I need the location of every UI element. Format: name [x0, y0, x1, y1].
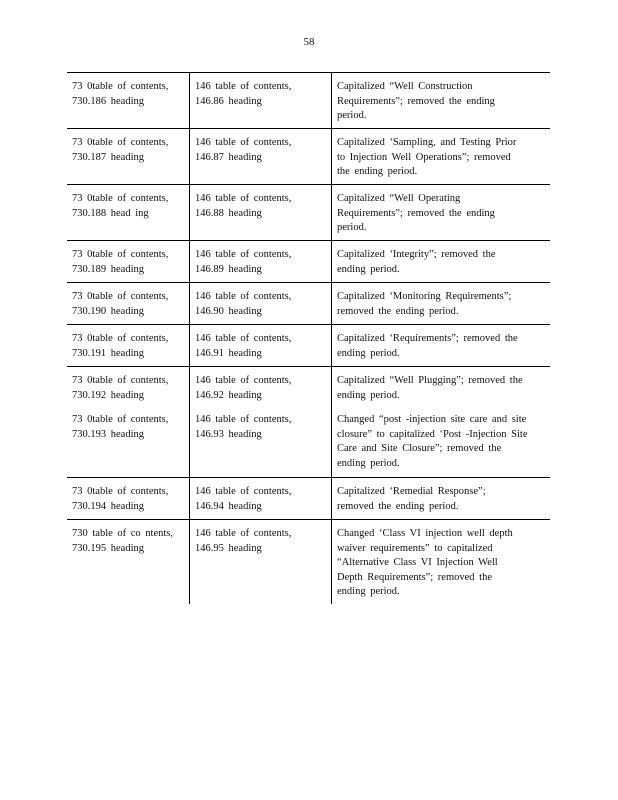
table-row	[67, 478, 550, 520]
table-row	[67, 185, 550, 241]
table-row	[67, 325, 550, 367]
new-section-cell: 146 table of contents, 146.87 heading	[190, 129, 332, 184]
old-section-cell: 730 table of co ntents, 730.195 heading	[67, 520, 190, 604]
new-section-cell: 146 table of contents, 146.91 heading	[190, 325, 332, 366]
old-section-cell: 73 0table of contents, 730.186 heading	[67, 73, 190, 128]
table-row	[67, 406, 550, 478]
new-section-cell: 146 table of contents, 146.93 heading	[190, 406, 332, 477]
new-section-cell: 146 table of contents, 146.86 heading	[190, 73, 332, 128]
new-section-cell: 146 table of contents, 146.95 heading	[190, 520, 332, 604]
new-section-cell: 146 table of contents, 146.94 heading	[190, 478, 332, 519]
old-section-cell: 73 0table of contents, 730.190 heading	[67, 283, 190, 324]
change-description-cell: Capitalized ‘Sampling, and Testing Prior to Injection Well Operations”; removed the ending period.	[337, 137, 517, 177]
change-description-cell: Capitalized “Well Plugging”; removed the ending period.	[337, 375, 523, 401]
new-section-cell: 146 table of contents, 146.90 heading	[190, 283, 332, 324]
change-description-cell: Capitalized ‘Monitoring Requirements”; removed the ending period.	[337, 291, 512, 317]
table-row	[67, 283, 550, 325]
change-description-cell: Capitalized “Well Construction Requirements”; removed the ending period.	[337, 81, 495, 121]
change-description-cell: Changed ‘Class VI injection well depth waiver requirements” to capitalized “Alternative Class VI Injection Well Depth Requirements”; removed the ending period.	[337, 528, 513, 597]
old-section-cell: 73 0table of contents, 730.193 heading	[67, 406, 190, 477]
old-section-cell: 73 0table of contents, 730.191 heading	[67, 325, 190, 366]
table-row	[67, 129, 550, 185]
old-section-cell: 73 0table of contents, 730.192 heading	[67, 367, 190, 406]
table-row	[67, 73, 550, 129]
change-description-cell: Changed “post -injection site care and site closure” to capitalized ‘Post -Injection Site Care and Site Closure”; removed the ending period.	[337, 414, 528, 469]
table-row	[67, 367, 550, 406]
change-description-cell: Capitalized “Well Operating Requirements”; removed the ending period.	[337, 193, 495, 233]
change-description-cell: Capitalized ‘Integrity”; removed the ending period.	[337, 249, 496, 275]
page-number: 58	[303, 36, 315, 48]
amendments-table	[67, 72, 550, 604]
change-description-cell: Capitalized ‘Remedial Response”; removed the ending period.	[337, 486, 486, 512]
table-row	[67, 520, 550, 604]
new-section-cell: 146 table of contents, 146.92 heading	[190, 367, 332, 406]
old-section-cell: 73 0table of contents, 730.187 heading	[67, 129, 190, 184]
old-section-cell: 73 0table of contents, 730.189 heading	[67, 241, 190, 282]
change-description-cell: Capitalized ‘Requirements”; removed the ending period.	[337, 333, 518, 359]
new-section-cell: 146 table of contents, 146.89 heading	[190, 241, 332, 282]
new-section-cell: 146 table of contents, 146.88 heading	[190, 185, 332, 240]
table-row	[67, 241, 550, 283]
old-section-cell: 73 0table of contents, 730.194 heading	[67, 478, 190, 519]
old-section-cell: 73 0table of contents, 730.188 head ing	[67, 185, 190, 240]
